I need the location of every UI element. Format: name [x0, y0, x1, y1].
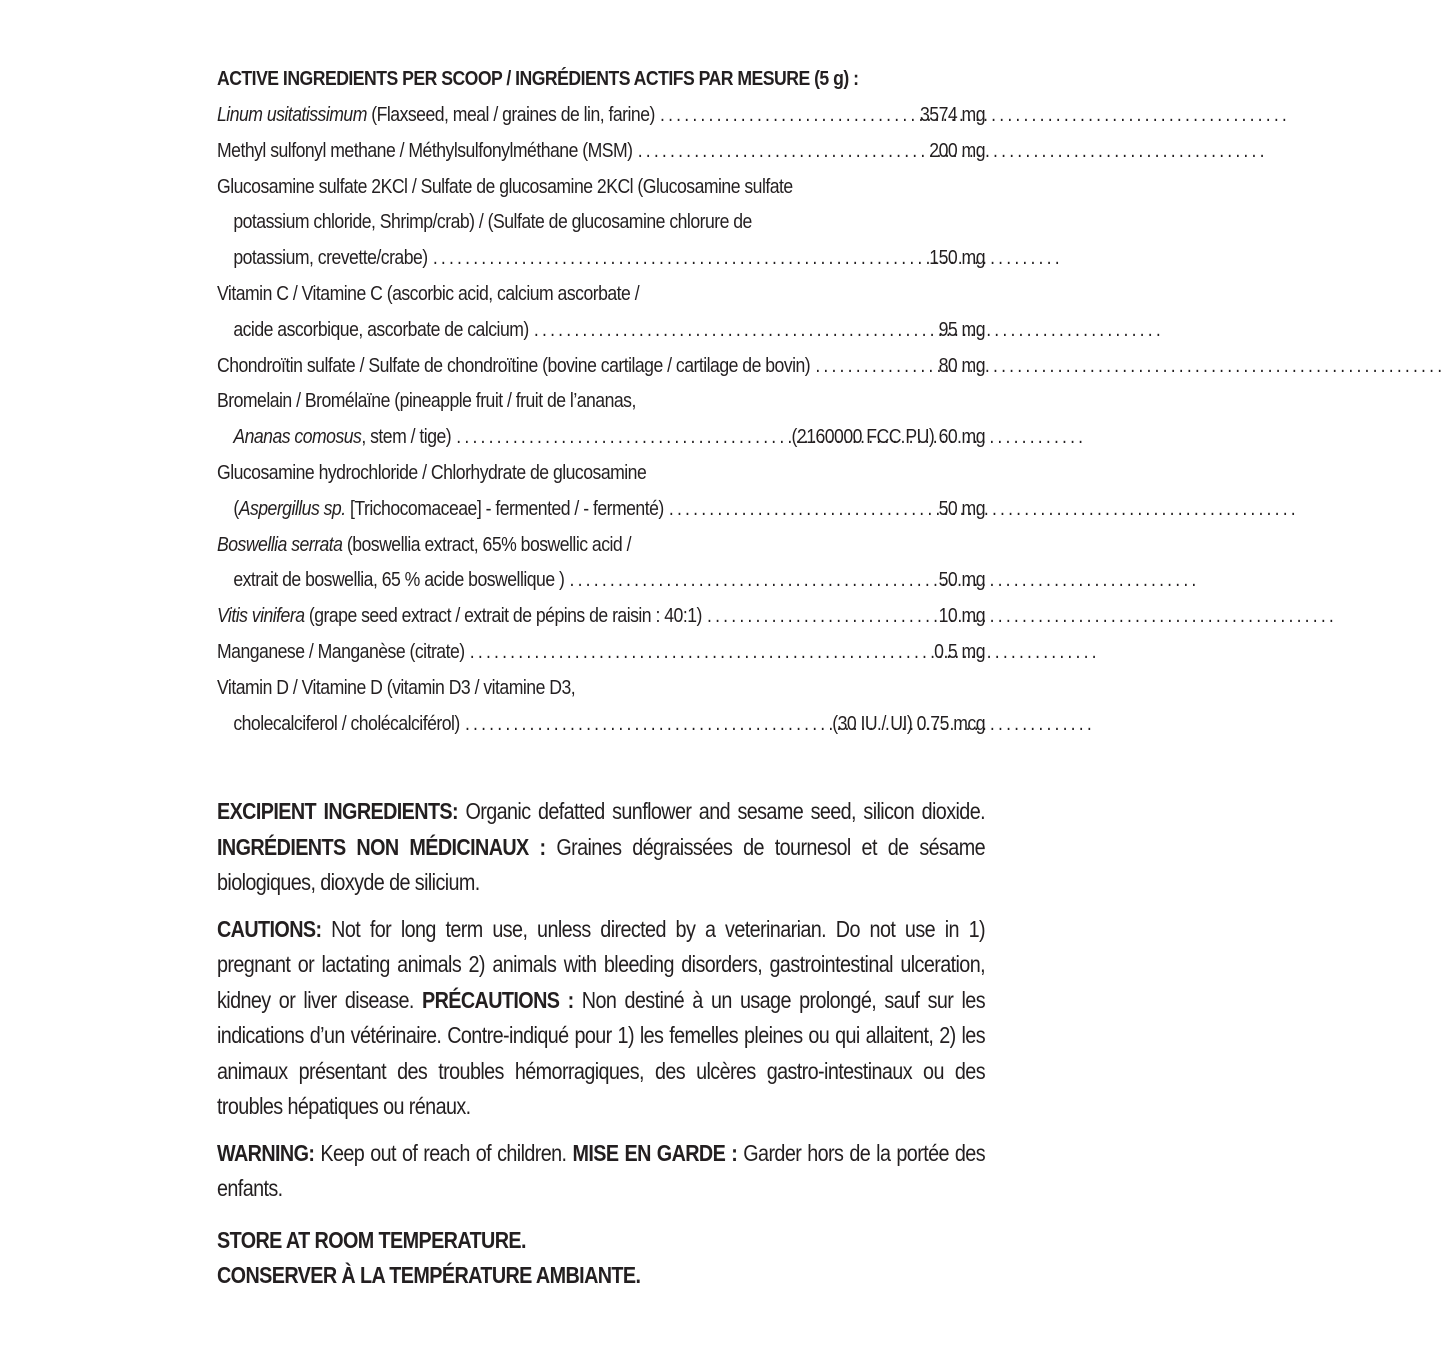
dot-leader	[669, 492, 934, 526]
ingredient-item	[217, 635, 985, 671]
dot-leader	[638, 134, 924, 168]
dot-leader	[456, 420, 786, 454]
ingredient-description	[217, 277, 639, 311]
ingredient-line	[217, 205, 985, 241]
ingredient-prefix: (	[233, 496, 239, 520]
active-ingredients-heading: ACTIVE INGREDIENTS PER SCOOP / INGRÉDIENTS ACTIFS PAR MESURE (5 g) :	[217, 67, 859, 90]
ingredient-amount: 3574 mg	[919, 103, 985, 126]
ingredient-line	[217, 349, 985, 385]
dot-leader	[815, 349, 933, 383]
warning-label-en: WARNING:	[217, 1139, 315, 1166]
ingredient-item	[217, 277, 985, 349]
ingredient-text: Methyl sulfonyl methane / Méthylsulfonylméthane (MSM)	[217, 138, 633, 162]
ingredient-text: Manganese / Manganèse (citrate)	[217, 639, 465, 663]
ingredient-description	[233, 492, 663, 526]
ingredient-latin-name: Ananas comosus	[233, 425, 362, 449]
cautions-label-en: CAUTIONS:	[217, 915, 322, 942]
ingredient-text: Vitamin C / Vitamine C (ascorbic acid, calcium ascorbate /	[217, 281, 640, 305]
ingredient-amount: 200 mg	[929, 138, 985, 162]
product-label	[217, 62, 985, 1294]
ingredient-description	[233, 205, 752, 239]
warning-text-fr: Garder hors de la portée des enfants.	[217, 1139, 986, 1202]
ingredient-line	[217, 492, 985, 528]
ingredient-description	[217, 456, 646, 490]
ingredient-description	[217, 528, 631, 562]
ingredient-line	[217, 456, 985, 492]
ingredient-line	[217, 563, 985, 599]
ingredient-item	[217, 528, 985, 600]
ingredient-line	[217, 384, 985, 420]
ingredient-description	[217, 98, 655, 132]
ingredient-line	[217, 170, 985, 206]
excipient-label-en: EXCIPIENT INGREDIENTS:	[217, 798, 459, 825]
ingredient-text: Glucosamine hydrochloride / Chlorhydrate de glucosamine	[217, 460, 647, 484]
ingredient-description	[233, 563, 564, 597]
ingredient-item	[217, 599, 985, 635]
ingredient-amount: 50 mg	[938, 496, 985, 520]
ingredient-text: potassium, crevette/crabe)	[233, 246, 428, 270]
ingredient-latin-name: Linum usitatissimum	[217, 103, 367, 126]
ingredient-item	[217, 349, 985, 385]
cautions-text-fr: Non destiné à un usage prolongé, sauf sur les indications d’un vétérinaire. Contre-indiqué pour 1) les femelles pleines ou qui allaitent, 2) les animaux présentant des troubles hémorragiques, des ulcères gastro-intestinaux ou des troubles hépatiques ou rénaux.	[217, 986, 985, 1120]
ingredient-item	[217, 170, 985, 277]
excipient-label-fr: INGRÉDIENTS NON MÉDICINAUX :	[217, 833, 546, 860]
ingredient-description	[217, 384, 636, 418]
ingredient-description	[217, 134, 633, 168]
excipient-paragraph	[217, 794, 985, 901]
warning-text-en: Keep out of reach of children.	[314, 1139, 573, 1166]
warning-label-fr: MISE EN GARDE :	[572, 1139, 738, 1166]
warning-paragraph	[217, 1136, 985, 1207]
dot-leader	[470, 635, 929, 669]
ingredient-item	[217, 456, 985, 528]
ingredient-amount: 50 mg	[938, 568, 985, 592]
ingredient-line	[217, 528, 985, 564]
ingredient-description	[233, 707, 459, 741]
ingredient-line	[217, 671, 985, 707]
ingredient-text: (grape seed extract / extrait de pépins de raisin : 40:1)	[304, 604, 702, 628]
ingredient-line	[217, 635, 985, 671]
ingredient-item	[217, 134, 985, 170]
ingredient-item	[217, 671, 985, 743]
dot-leader	[534, 313, 933, 347]
ingredient-latin-name: Vitis vinifera	[217, 604, 305, 628]
ingredient-description	[217, 170, 793, 204]
ingredient-line	[217, 277, 985, 313]
cautions-paragraph	[217, 912, 985, 1125]
dot-leader	[707, 599, 933, 633]
ingredient-description	[217, 671, 575, 705]
cautions-text-en: Not for long term use, unless directed by a veterinarian. Do not use in 1) pregnant or lactating animals 2) animals with bleeding disorders, gastrointestinal ulceration, kidney or liver disease.	[217, 915, 985, 1013]
excipient-text-en: Organic defatted sunflower and sesame seed, silicon dioxide.	[458, 798, 985, 825]
ingredient-description	[233, 313, 528, 347]
excipient-text-fr: Graines dégraissées de tournesol et de sésame biologiques, dioxyde de silicium.	[217, 833, 985, 896]
ingredient-description	[233, 420, 451, 454]
dot-leader	[465, 707, 827, 741]
ingredient-text: potassium chloride, Shrimp/crab) / (Sulfate de glucosamine chlorure de	[233, 210, 752, 234]
ingredient-amount: 150 mg	[929, 246, 985, 270]
ingredient-text: acide ascorbique, ascorbate de calcium)	[233, 317, 529, 341]
ingredient-amount: 0.5 mg	[934, 639, 985, 663]
ingredient-description	[217, 599, 702, 633]
ingredient-description	[217, 349, 810, 383]
ingredient-line	[217, 599, 985, 635]
dot-leader	[660, 98, 915, 132]
ingredient-line	[217, 707, 985, 743]
ingredient-amount: (2160000 FCC PU) 60 mg	[791, 425, 985, 449]
ingredient-line	[217, 134, 985, 170]
ingredient-description	[217, 635, 465, 669]
ingredient-latin-name: Boswellia serrata	[217, 532, 343, 556]
ingredient-amount: (30 IU / UI) 0.75 mcg	[832, 711, 985, 735]
active-ingredients-section	[217, 62, 985, 742]
storage-line-fr: CONSERVER À LA TEMPÉRATURE AMBIANTE.	[217, 1262, 641, 1289]
ingredient-text: (Flaxseed, meal / graines de lin, farine)	[366, 103, 655, 126]
storage-section	[217, 1223, 985, 1294]
ingredient-list	[217, 98, 985, 742]
ingredient-text: Glucosamine sulfate 2KCl / Sulfate de glucosamine 2KCl (Glucosamine sulfate	[217, 174, 793, 198]
ingredient-amount: 80 mg	[938, 353, 985, 377]
ingredient-amount: 10 mg	[938, 604, 985, 628]
dot-leader	[433, 241, 924, 275]
ingredient-item	[217, 98, 985, 134]
ingredient-line	[217, 241, 985, 277]
ingredient-item	[217, 384, 985, 456]
dot-leader	[570, 563, 934, 597]
ingredient-description	[233, 241, 427, 275]
ingredient-text: Chondroïtin sulfate / Sulfate de chondroïtine (bovine cartilage / cartilage de bovin)	[217, 353, 811, 377]
storage-line-en: STORE AT ROOM TEMPERATURE.	[217, 1226, 526, 1253]
ingredient-text: (boswellia extract, 65% boswellic acid /	[342, 532, 631, 556]
statements-section	[217, 794, 985, 1207]
ingredient-line	[217, 313, 985, 349]
ingredient-text: extrait de boswellia, 65 % acide boswellique )	[233, 568, 565, 592]
ingredient-text: Vitamin D / Vitamine D (vitamin D3 / vitamine D3,	[217, 675, 576, 699]
cautions-label-fr: PRÉCAUTIONS :	[422, 986, 574, 1013]
ingredient-line	[217, 98, 985, 134]
ingredient-text: , stem / tige)	[361, 425, 452, 449]
ingredient-text: [Trichocomaceae] - fermented / - fermenté)	[345, 496, 664, 520]
ingredient-line	[217, 420, 985, 456]
ingredient-text: Bromelain / Bromélaïne (pineapple fruit / fruit de l’ananas,	[217, 389, 636, 413]
ingredient-latin-name: Aspergillus sp.	[238, 496, 346, 520]
ingredient-text: cholecalciferol / cholécalciférol)	[233, 711, 460, 735]
ingredient-amount: 95 mg	[938, 317, 985, 341]
